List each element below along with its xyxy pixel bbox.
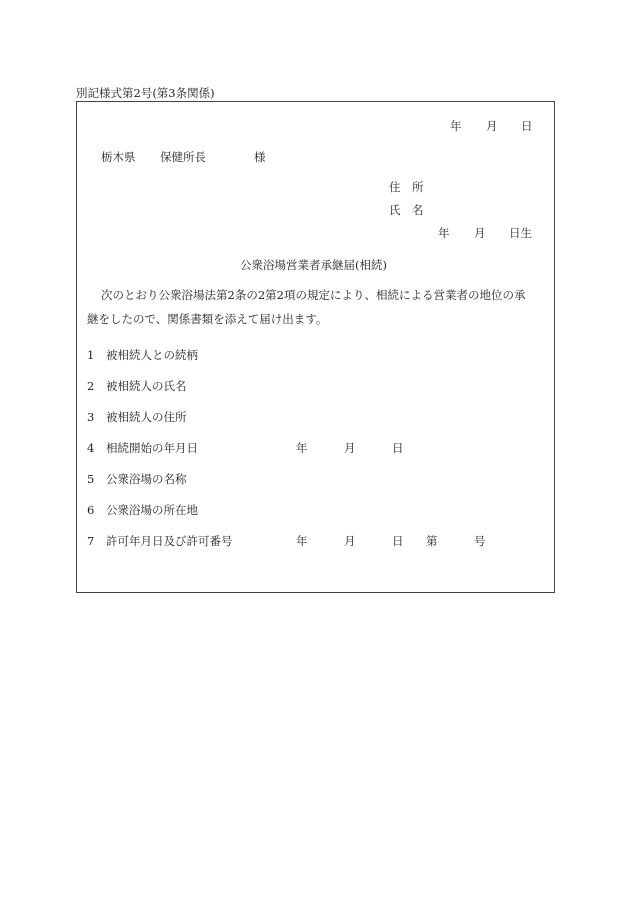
item-label: 公衆浴場の所在地 xyxy=(106,503,198,517)
item-label: 被相続人の住所 xyxy=(106,410,187,424)
addressee-office: 保健所長 xyxy=(160,150,206,164)
item-label: 許可年月日及び許可番号 xyxy=(106,534,233,548)
form-frame xyxy=(76,101,555,593)
inheritance-year-label: 年 xyxy=(296,441,308,455)
birth-month-label: 月 xyxy=(474,226,486,240)
item-label: 被相続人との続柄 xyxy=(106,348,198,362)
item-number: 7 xyxy=(87,534,95,548)
item-label: 公衆浴場の名称 xyxy=(106,472,187,486)
date-month-label: 月 xyxy=(486,119,498,133)
date-day-label: 日 xyxy=(521,119,533,133)
body-text-line1: 次のとおり公衆浴場法第2条の2第2項の規定により、相続による営業者の地位の承 xyxy=(101,288,526,302)
item-number: 6 xyxy=(87,503,95,517)
date-year-label: 年 xyxy=(450,119,462,133)
item-number: 4 xyxy=(87,441,95,455)
item-number: 1 xyxy=(87,348,95,362)
item-number: 3 xyxy=(87,410,95,424)
form-title: 公衆浴場営業者承継届(相続) xyxy=(240,258,387,272)
addressee-prefecture: 栃木県 xyxy=(101,150,136,164)
permit-day-label: 日 xyxy=(392,534,404,548)
permit-number-prefix: 第 xyxy=(426,534,438,548)
item-number: 2 xyxy=(87,379,95,393)
item-label: 被相続人の氏名 xyxy=(106,379,187,393)
birth-year-label: 年 xyxy=(438,226,450,240)
inheritance-day-label: 日 xyxy=(392,441,404,455)
applicant-address-label: 住 所 xyxy=(389,180,424,194)
birth-day-label: 日生 xyxy=(509,226,532,240)
applicant-name-label: 氏 名 xyxy=(389,203,424,217)
item-label: 相続開始の年月日 xyxy=(106,441,198,455)
permit-number-suffix: 号 xyxy=(474,534,486,548)
form-number-label: 別記様式第2号(第3条関係) xyxy=(76,86,215,100)
addressee-honorific: 様 xyxy=(254,150,266,164)
item-number: 5 xyxy=(87,472,95,486)
permit-year-label: 年 xyxy=(296,534,308,548)
inheritance-month-label: 月 xyxy=(344,441,356,455)
permit-month-label: 月 xyxy=(344,534,356,548)
body-text-line2: 継をしたので、関係書類を添えて届け出ます。 xyxy=(87,312,328,326)
